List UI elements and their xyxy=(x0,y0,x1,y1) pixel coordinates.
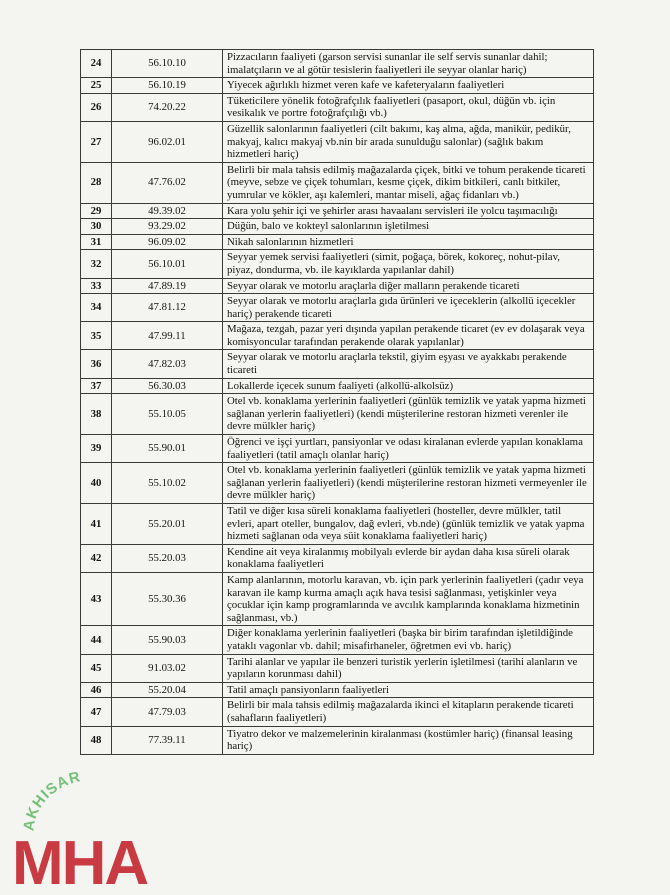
activity-description: Otel vb. konaklama yerlerinin faaliyetleri (günlük temizlik ve yatak yapma hizmeti sağlanan yerlerin faaliyetleri) (kendi müşterilerine restoran hizmeti verenler ile devre mülkler hariç) xyxy=(223,394,594,435)
activity-description: Seyyar olarak ve motorlu araçlarla gıda ürünleri ve içeceklerin (alkollü içecekler hariç) perakende ticareti xyxy=(223,294,594,322)
table-row xyxy=(81,162,594,203)
svg-text:AKHISAR xyxy=(20,772,82,832)
activity-code: 96.09.02 xyxy=(112,234,223,250)
activity-code: 91.03.02 xyxy=(112,654,223,682)
activity-code: 47.76.02 xyxy=(112,162,223,203)
row-number: 46 xyxy=(81,682,112,698)
table-row xyxy=(81,219,594,235)
mha-watermark-logo xyxy=(6,772,176,892)
activity-code: 47.82.03 xyxy=(112,350,223,378)
activity-code: 55.90.03 xyxy=(112,626,223,654)
row-number: 25 xyxy=(81,78,112,94)
table-row xyxy=(81,250,594,278)
row-number: 39 xyxy=(81,435,112,463)
table-row xyxy=(81,378,594,394)
activity-code: 77.39.11 xyxy=(112,726,223,754)
activity-description: Yiyecek ağırlıklı hizmet veren kafe ve kafeteryaların faaliyetleri xyxy=(223,78,594,94)
row-number: 35 xyxy=(81,322,112,350)
activity-description: Güzellik salonlarının faaliyetleri (cilt bakımı, kaş alma, ağda, manikür, pedikür, makyaj, kalıcı makyaj vb.nin bir arada sunulduğu salonlar) (sağlık bakım hizmetleri hariç) xyxy=(223,121,594,162)
activity-description: Kamp alanlarının, motorlu karavan, vb. için park yerlerinin faaliyetleri (çadır veya karavan ile kamp kurma amaçlı açık hava tesisi sağlanması, yetişkinler veya çocuklar için kamp programlarında ve avcılık kamplarında konaklama hizmetinin sağlanması, vb.) xyxy=(223,572,594,625)
activity-description: Seyyar olarak ve motorlu araçlarla diğer malların perakende ticareti xyxy=(223,278,594,294)
table-row xyxy=(81,394,594,435)
row-number: 29 xyxy=(81,203,112,219)
table-row xyxy=(81,234,594,250)
table-row xyxy=(81,682,594,698)
table-row xyxy=(81,121,594,162)
activity-description: Seyyar yemek servisi faaliyetleri (simit, poğaça, börek, kokoreç, nohut-pilav, piyaz, dondurma, vb. ile kayıklarda yapılanlar dahil) xyxy=(223,250,594,278)
row-number: 34 xyxy=(81,294,112,322)
row-number: 32 xyxy=(81,250,112,278)
activity-description: Kendine ait veya kiralanmış mobilyalı evlerde bir aydan daha kısa süreli olarak konaklama faaliyetleri xyxy=(223,544,594,572)
row-number: 26 xyxy=(81,93,112,121)
activity-code: 55.30.36 xyxy=(112,572,223,625)
row-number: 41 xyxy=(81,504,112,545)
table-row xyxy=(81,50,594,78)
table-row xyxy=(81,93,594,121)
row-number: 33 xyxy=(81,278,112,294)
table-row xyxy=(81,726,594,754)
activity-description: Tiyatro dekor ve malzemelerinin kiralanması (kostümler hariç) (finansal leasing hariç) xyxy=(223,726,594,754)
row-number: 30 xyxy=(81,219,112,235)
table-row xyxy=(81,350,594,378)
activity-description: Belirli bir mala tahsis edilmiş mağazalarda ikinci el kitapların perakende ticareti (sahafların faaliyetleri) xyxy=(223,698,594,726)
row-number: 28 xyxy=(81,162,112,203)
row-number: 47 xyxy=(81,698,112,726)
activity-description: Tatil amaçlı pansiyonların faaliyetleri xyxy=(223,682,594,698)
activity-code: 47.79.03 xyxy=(112,698,223,726)
activity-description: Lokallerde içecek sunum faaliyeti (alkollü-alkolsüz) xyxy=(223,378,594,394)
row-number: 40 xyxy=(81,463,112,504)
table-row xyxy=(81,572,594,625)
activity-description: Tatil ve diğer kısa süreli konaklama faaliyetleri (hosteller, devre mülkler, tatil evleri, apart oteller, bungalov, dağ evleri, vb.nde) (günlük temizlik ve yatak yapma hizmeti sağlanan oda veya süit konaklama faaliyetleri hariç) xyxy=(223,504,594,545)
table-row xyxy=(81,698,594,726)
activity-code: 56.10.19 xyxy=(112,78,223,94)
activity-code: 49.39.02 xyxy=(112,203,223,219)
table-body xyxy=(81,50,594,755)
activity-code: 55.10.05 xyxy=(112,394,223,435)
activity-description: Nikah salonlarının hizmetleri xyxy=(223,234,594,250)
row-number: 31 xyxy=(81,234,112,250)
table-row xyxy=(81,626,594,654)
row-number: 43 xyxy=(81,572,112,625)
activity-code: 55.20.03 xyxy=(112,544,223,572)
activity-description: Tarihi alanlar ve yapılar ile benzeri turistik yerlerin işletilmesi (tarihi alanların ve yapıların korunması dahil) xyxy=(223,654,594,682)
activity-description: Belirli bir mala tahsis edilmiş mağazalarda çiçek, bitki ve tohum perakende ticareti (meyve, sebze ve çiçek tohumları, kesme çiçek, dikim bitkileri, canlı bitkiler, yumrular ve kökler, aşı kalemleri, mantar miseli, ağaç fidanları vb.) xyxy=(223,162,594,203)
table-row xyxy=(81,654,594,682)
activity-code: 47.99.11 xyxy=(112,322,223,350)
activity-description: Kara yolu şehir içi ve şehirler arası havaalanı servisleri ile yolcu taşımacılığı xyxy=(223,203,594,219)
row-number: 44 xyxy=(81,626,112,654)
table-row xyxy=(81,294,594,322)
activity-code: 47.89.19 xyxy=(112,278,223,294)
table-row xyxy=(81,435,594,463)
activity-code: 56.30.03 xyxy=(112,378,223,394)
table-row xyxy=(81,504,594,545)
activity-description: Diğer konaklama yerlerinin faaliyetleri (başka bir birim tarafından işletildiğinde yataklı vagonlar vb. dahil; misafirhaneler, öğretmen evi vb. hariç) xyxy=(223,626,594,654)
table-row xyxy=(81,203,594,219)
activity-code: 47.81.12 xyxy=(112,294,223,322)
row-number: 37 xyxy=(81,378,112,394)
activity-description: Tüketicilere yönelik fotoğrafçılık faaliyetleri (pasaport, okul, düğün vb. için vesikalık ve portre fotoğrafçılığı vb.) xyxy=(223,93,594,121)
watermark-main-text: MHA xyxy=(12,829,148,892)
activity-description: Otel vb. konaklama yerlerinin faaliyetleri (günlük temizlik ve yatak yapma hizmeti sağlanan yerlerin faaliyetleri) (kendi müşterilerine restoran hizmeti vermeyenler ile devre mülkler hariç) xyxy=(223,463,594,504)
table-row xyxy=(81,463,594,504)
activity-code: 55.90.01 xyxy=(112,435,223,463)
activity-code: 74.20.22 xyxy=(112,93,223,121)
activity-description: Seyyar olarak ve motorlu araçlarla tekstil, giyim eşyası ve ayakkabı perakende ticareti xyxy=(223,350,594,378)
table-row xyxy=(81,278,594,294)
activity-code: 55.10.02 xyxy=(112,463,223,504)
row-number: 24 xyxy=(81,50,112,78)
row-number: 42 xyxy=(81,544,112,572)
activity-code: 55.20.01 xyxy=(112,504,223,545)
table-row xyxy=(81,322,594,350)
watermark-arc-text: AKHISAR xyxy=(20,772,83,832)
row-number: 36 xyxy=(81,350,112,378)
row-number: 48 xyxy=(81,726,112,754)
activity-description: Mağaza, tezgah, pazar yeri dışında yapılan perakende ticaret (ev ev dolaşarak veya komisyoncular tarafından perakende olarak yapılanlar) xyxy=(223,322,594,350)
table-row xyxy=(81,78,594,94)
activity-code: 96.02.01 xyxy=(112,121,223,162)
activity-description: Düğün, balo ve kokteyl salonlarının işletilmesi xyxy=(223,219,594,235)
activity-code: 56.10.01 xyxy=(112,250,223,278)
row-number: 27 xyxy=(81,121,112,162)
activity-description: Pizzacıların faaliyeti (garson servisi sunanlar ile self servis sunanlar dahil; imalatçıların ve al götür tesislerin faaliyetleri ile seyyar olanlar hariç) xyxy=(223,50,594,78)
activity-code: 55.20.04 xyxy=(112,682,223,698)
row-number: 38 xyxy=(81,394,112,435)
activity-code: 93.29.02 xyxy=(112,219,223,235)
activity-table xyxy=(80,49,594,755)
row-number: 45 xyxy=(81,654,112,682)
activity-code: 56.10.10 xyxy=(112,50,223,78)
table-row xyxy=(81,544,594,572)
activity-description: Öğrenci ve işçi yurtları, pansiyonlar ve odası kiralanan evlerde yapılan konaklama faaliyetleri (tatil amaçlı olanlar hariç) xyxy=(223,435,594,463)
